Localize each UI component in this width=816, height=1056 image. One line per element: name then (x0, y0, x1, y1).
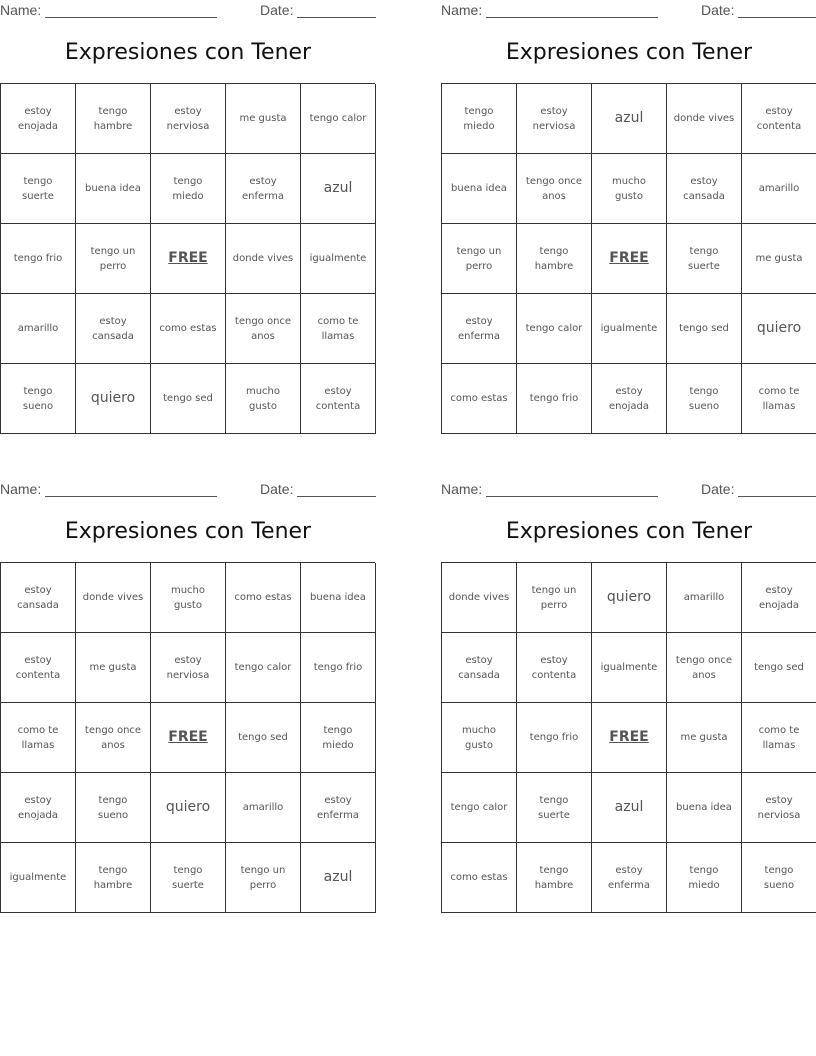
bingo-cell: tengo sed (226, 703, 301, 773)
name-date-bar (0, 2, 376, 20)
card-title: Expresiones con Tener (505, 519, 753, 544)
bingo-cell: estoy contenta (301, 364, 376, 434)
bingo-cell: estoy enferma (592, 843, 667, 913)
bingo-cell: quiero (742, 294, 816, 364)
bingo-cell: buena idea (667, 773, 742, 843)
bingo-cell: como estas (442, 364, 517, 434)
bingo-cell: mucho gusto (592, 154, 667, 224)
bingo-cell: tengo once anos (667, 633, 742, 703)
bingo-cell: tengo un perro (76, 224, 151, 294)
bingo-cell: igualmente (1, 843, 76, 913)
bingo-card (0, 479, 376, 919)
bingo-cell: azul (301, 154, 376, 224)
bingo-cell: amarillo (1, 294, 76, 364)
date-label: Date: (701, 481, 735, 497)
bingo-cell: tengo calor (442, 773, 517, 843)
bingo-card (441, 479, 816, 919)
bingo-cell: estoy enferma (442, 294, 517, 364)
bingo-cell: tengo once anos (226, 294, 301, 364)
name-line (486, 496, 658, 497)
date-label: Date: (701, 2, 735, 18)
card-title: Expresiones con Tener (505, 40, 753, 65)
card-title: Expresiones con Tener (64, 40, 312, 65)
bingo-grid (0, 83, 375, 434)
bingo-cell: estoy nerviosa (742, 773, 816, 843)
bingo-cell: estoy enferma (226, 154, 301, 224)
date-line (738, 17, 816, 18)
bingo-cell: estoy enojada (742, 563, 816, 633)
bingo-cell: mucho gusto (226, 364, 301, 434)
bingo-cell: mucho gusto (442, 703, 517, 773)
name-label: Name: (441, 2, 483, 18)
date-label: Date: (260, 2, 294, 18)
bingo-cell: estoy cansada (1, 563, 76, 633)
name-date-bar (441, 481, 816, 499)
bingo-cell: como te llamas (301, 294, 376, 364)
bingo-cell: tengo sueno (1, 364, 76, 434)
bingo-cell: estoy contenta (742, 84, 816, 154)
bingo-cell: amarillo (226, 773, 301, 843)
bingo-cell: donde vives (226, 224, 301, 294)
bingo-cell: me gusta (667, 703, 742, 773)
bingo-cell: estoy cansada (667, 154, 742, 224)
name-line (45, 17, 217, 18)
bingo-cell: como te llamas (742, 703, 816, 773)
bingo-cell: buena idea (301, 563, 376, 633)
bingo-card (441, 0, 816, 440)
bingo-cell: mucho gusto (151, 563, 226, 633)
name-line (45, 496, 217, 497)
bingo-cell: tengo sueno (742, 843, 816, 913)
bingo-cell: estoy contenta (517, 633, 592, 703)
bingo-cell: tengo hambre (517, 843, 592, 913)
bingo-grid (441, 562, 816, 913)
name-line (486, 17, 658, 18)
date-line (738, 496, 816, 497)
bingo-cell: tengo frio (517, 364, 592, 434)
bingo-cell: donde vives (76, 563, 151, 633)
bingo-cell: tengo sueno (76, 773, 151, 843)
bingo-cell: como estas (151, 294, 226, 364)
bingo-cell: tengo suerte (517, 773, 592, 843)
name-date-bar (0, 481, 376, 499)
bingo-cell: tengo hambre (517, 224, 592, 294)
bingo-card (0, 0, 376, 440)
bingo-cell: me gusta (742, 224, 816, 294)
bingo-cell: tengo hambre (76, 84, 151, 154)
bingo-cell: tengo suerte (667, 224, 742, 294)
bingo-cell: tengo once anos (76, 703, 151, 773)
name-label: Name: (441, 481, 483, 497)
bingo-cell: tengo frio (517, 703, 592, 773)
bingo-cell: azul (592, 84, 667, 154)
date-line (297, 17, 376, 18)
bingo-cell: tengo sed (151, 364, 226, 434)
free-space: FREE (592, 703, 667, 773)
bingo-cell: tengo calor (517, 294, 592, 364)
bingo-cell: donde vives (442, 563, 517, 633)
bingo-cell: tengo frio (1, 224, 76, 294)
bingo-cell: tengo calor (301, 84, 376, 154)
name-date-bar (441, 2, 816, 20)
bingo-cell: tengo frio (301, 633, 376, 703)
bingo-cell: como te llamas (742, 364, 816, 434)
bingo-grid (0, 562, 375, 913)
bingo-cell: como te llamas (1, 703, 76, 773)
bingo-cell: tengo miedo (151, 154, 226, 224)
bingo-cell: tengo un perro (442, 224, 517, 294)
free-space: FREE (592, 224, 667, 294)
bingo-cell: azul (301, 843, 376, 913)
bingo-cell: tengo calor (226, 633, 301, 703)
bingo-cell: tengo sed (667, 294, 742, 364)
bingo-cell: quiero (592, 563, 667, 633)
bingo-cell: tengo sueno (667, 364, 742, 434)
bingo-cell: tengo miedo (442, 84, 517, 154)
bingo-cell: me gusta (226, 84, 301, 154)
bingo-cell: igualmente (301, 224, 376, 294)
name-label: Name: (0, 481, 42, 497)
bingo-cell: me gusta (76, 633, 151, 703)
bingo-cell: azul (592, 773, 667, 843)
date-line (297, 496, 376, 497)
bingo-cell: quiero (76, 364, 151, 434)
bingo-cell: estoy enferma (301, 773, 376, 843)
bingo-cell: tengo once anos (517, 154, 592, 224)
bingo-cell: estoy nerviosa (151, 633, 226, 703)
bingo-cell: estoy enojada (592, 364, 667, 434)
bingo-cell: amarillo (742, 154, 816, 224)
free-space: FREE (151, 703, 226, 773)
bingo-cell: tengo miedo (667, 843, 742, 913)
bingo-cell: tengo suerte (1, 154, 76, 224)
bingo-cell: tengo sed (742, 633, 816, 703)
bingo-cell: tengo un perro (226, 843, 301, 913)
bingo-cell: como estas (226, 563, 301, 633)
name-label: Name: (0, 2, 42, 18)
free-space: FREE (151, 224, 226, 294)
bingo-cell: tengo hambre (76, 843, 151, 913)
bingo-grid (441, 83, 816, 434)
bingo-cell: tengo suerte (151, 843, 226, 913)
bingo-cell: como estas (442, 843, 517, 913)
bingo-cell: estoy cansada (76, 294, 151, 364)
bingo-cell: quiero (151, 773, 226, 843)
bingo-cell: estoy enojada (1, 773, 76, 843)
date-label: Date: (260, 481, 294, 497)
bingo-cell: buena idea (76, 154, 151, 224)
bingo-cell: igualmente (592, 633, 667, 703)
bingo-cell: estoy nerviosa (151, 84, 226, 154)
bingo-cell: donde vives (667, 84, 742, 154)
bingo-cell: estoy cansada (442, 633, 517, 703)
card-title: Expresiones con Tener (64, 519, 312, 544)
bingo-cell: buena idea (442, 154, 517, 224)
bingo-cell: estoy contenta (1, 633, 76, 703)
bingo-cell: igualmente (592, 294, 667, 364)
bingo-cell: tengo un perro (517, 563, 592, 633)
bingo-cell: tengo miedo (301, 703, 376, 773)
bingo-cell: estoy enojada (1, 84, 76, 154)
bingo-cell: amarillo (667, 563, 742, 633)
bingo-cell: estoy nerviosa (517, 84, 592, 154)
